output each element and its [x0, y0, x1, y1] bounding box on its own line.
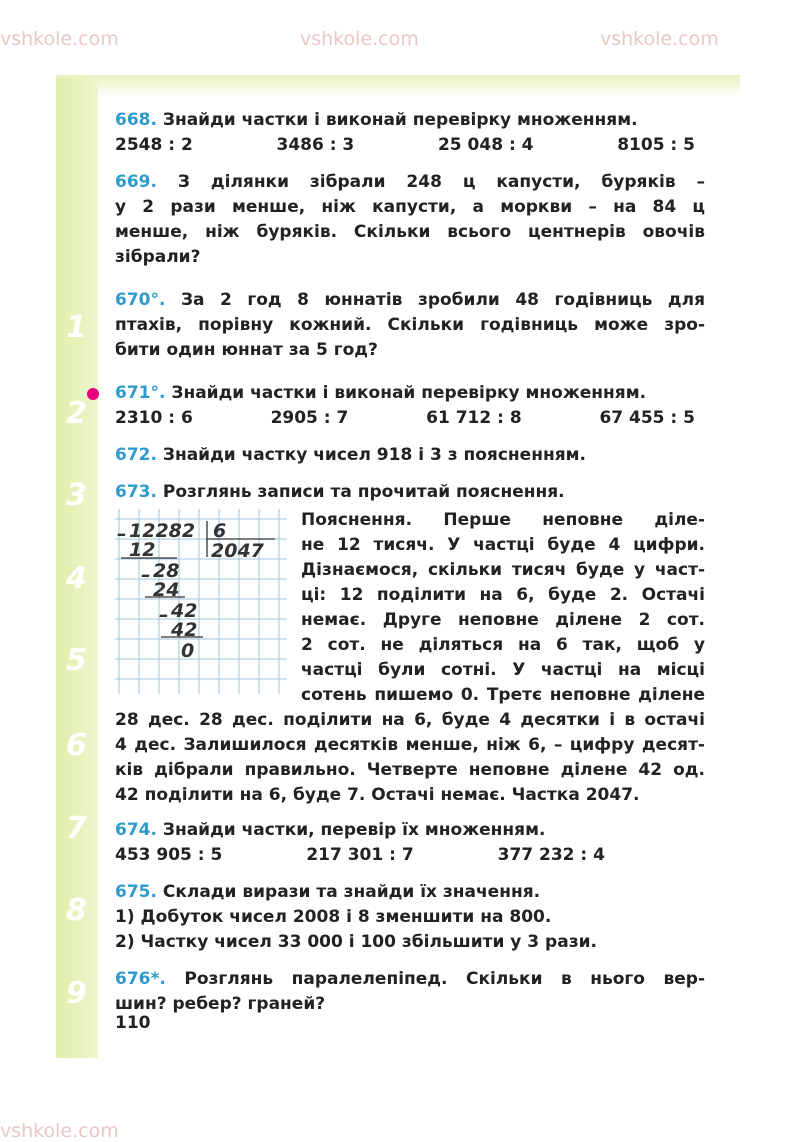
task-text: Знайди частки і виконай перевірку множенням.	[162, 110, 638, 130]
page-header-band	[56, 75, 740, 97]
watermark: vshkole.com	[300, 28, 419, 50]
expression: 67 455 : 5	[599, 408, 695, 428]
task-item: 2) Частку чисел 33 000 і 100 збільшити у 3 рази.	[115, 932, 597, 952]
division-minus: –	[159, 604, 169, 626]
task-674	[115, 818, 705, 868]
division-dividend: 12282	[129, 520, 196, 542]
division-subtract: 12	[129, 539, 156, 561]
side-number: 3	[66, 478, 87, 513]
task-item: 1) Добуток чисел 2008 і 8 зменшити на 800.	[115, 907, 552, 927]
side-number: 1	[66, 310, 87, 345]
task-line: шин? ребер? граней?	[115, 994, 326, 1014]
watermark: vshkole.com	[600, 28, 719, 50]
task-line: Розглянь паралелепіпед. Скільки в нього вер-	[184, 969, 705, 989]
expression: 217 301 : 7	[306, 845, 414, 865]
explanation-line: не 12 тисяч. У частці буде 4 цифри.	[301, 535, 705, 555]
explanation-line: частці були сотні. У частці на місці	[301, 660, 705, 680]
division-quotient: 2047	[211, 540, 264, 562]
task-672	[115, 443, 705, 468]
side-number: 4	[66, 561, 87, 596]
explanation-line: немає. Друге неповне ділене 2 сот.	[301, 610, 705, 630]
task-number: 670°.	[115, 290, 166, 310]
explanation-line: ці: 12 поділити на 6, буде 2. Остачі	[301, 585, 705, 605]
expression: 2310 : 6	[115, 408, 193, 428]
division-subtract: 24	[153, 579, 180, 601]
expression-row	[115, 406, 705, 431]
task-number: 675.	[115, 882, 157, 902]
task-text: Знайди частку чисел 918 і 3 з поясненням.	[162, 445, 586, 465]
task-line: птахів, порівну кожний. Скільки годівниць може зро-	[115, 315, 705, 335]
expression: 25 048 : 4	[437, 135, 534, 155]
task-670	[115, 288, 705, 363]
task-number: 672.	[115, 445, 157, 465]
explanation-line: 4 дес. Залишилося десятків менше, ніж 6, – цифру десят-	[115, 735, 705, 755]
task-673	[115, 480, 705, 808]
task-number: 676*.	[115, 969, 166, 989]
expression-row	[115, 843, 705, 868]
task-line: зібрали?	[115, 247, 201, 267]
explanation-line: 42 поділити на 6, буде 7. Остачі немає. Частка 2047.	[115, 785, 640, 805]
side-number: 2	[66, 396, 87, 431]
task-text: Знайди частки і виконай перевірку множенням.	[171, 383, 647, 403]
task-671	[115, 381, 705, 431]
task-text: Знайди частки, перевір їх множенням.	[162, 820, 546, 840]
task-number: 671°.	[115, 383, 166, 403]
task-line: у 2 рази менше, ніж капусти, а моркви – на 84 ц	[115, 197, 705, 217]
task-line: З ділянки зібрали 248 ц капусти, буряків –	[177, 172, 706, 192]
division-remainder: 42	[171, 600, 198, 622]
side-strip	[56, 78, 98, 1058]
expression: 3486 : 3	[276, 135, 355, 155]
task-675	[115, 880, 705, 955]
expression: 8105 : 5	[617, 135, 695, 155]
side-number: 7	[66, 811, 87, 846]
task-line: За 2 год 8 юннатів зробили 48 годівниць для	[180, 290, 705, 310]
division-minus: –	[141, 564, 151, 586]
task-text: Склади вирази та знайди їх значення.	[162, 882, 541, 902]
expression: 453 905 : 5	[115, 845, 223, 865]
page-number: 110	[115, 1013, 151, 1033]
explanation-line: 2 сот. не діляться на 6 так, щоб у	[301, 635, 705, 655]
explanation-line: сотень пишемо 0. Третє неповне ділене	[301, 685, 705, 705]
expression: 61 712 : 8	[426, 408, 522, 428]
task-number: 669.	[115, 172, 157, 192]
division-final-remainder: 0	[181, 640, 195, 662]
explanation-line: 28 дес. 28 дес. поділити на 6, буде 4 десятки і в остачі	[115, 710, 705, 730]
division-minus: –	[117, 523, 127, 545]
side-number: 6	[66, 728, 87, 763]
explanation-line: ків дібрали правильно. Четверте неповне ділене 42 од.	[115, 760, 705, 780]
task-text: Розглянь записи та прочитай пояснення.	[162, 482, 565, 502]
expression: 377 232 : 4	[497, 845, 605, 865]
key-task-marker	[87, 388, 99, 400]
expression-row	[115, 133, 705, 158]
expression: 2905 : 7	[270, 408, 349, 428]
explanation-line: Дізнаємося, скільки тисяч буде у част-	[301, 560, 705, 580]
task-number: 674.	[115, 820, 157, 840]
task-669	[115, 170, 705, 270]
explanation-line: Пояснення. Перше неповне діле-	[301, 510, 705, 530]
side-number: 5	[66, 643, 87, 678]
task-676	[115, 967, 705, 1017]
task-number: 668.	[115, 110, 157, 130]
task-line: менше, ніж буряків. Скільки всього центнерів овочів	[115, 222, 705, 242]
division-subtract: 42	[171, 619, 198, 641]
expression: 2548 : 2	[115, 135, 193, 155]
exercise-list	[115, 108, 705, 1029]
long-division-grid	[115, 509, 287, 694]
task-line: бити один юннат за 5 год?	[115, 340, 378, 360]
task-number: 673.	[115, 482, 157, 502]
side-number: 8	[66, 893, 87, 928]
long-division-drawing	[115, 509, 287, 694]
division-remainder: 28	[153, 560, 180, 582]
side-number: 9	[66, 976, 87, 1011]
division-divisor: 6	[213, 520, 227, 542]
watermark: vshkole.com	[0, 28, 119, 50]
task-668	[115, 108, 705, 158]
watermark: vshkole.com	[0, 1120, 119, 1142]
